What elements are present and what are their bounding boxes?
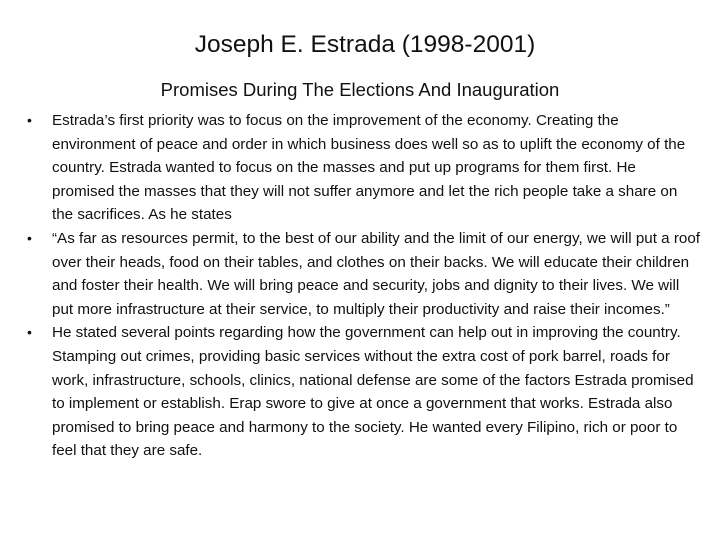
bullet-icon: • [27, 324, 32, 341]
bullet-text: “As far as resources permit, to the best of our ability and the limit of our energy, we will put a roof over their heads, food on their tables, and clothes on their backs. We will educate their children and foster their health. We will bring peace and security, jobs and dignity to their lives. We will put more infrastructure at their service, to multiply their productivity and raise their incomes.” [52, 229, 701, 318]
bullet-list [24, 109, 700, 463]
slide-subtitle: Promises During The Elections And Inauguration [160, 79, 560, 100]
bullet-text: He stated several points regarding how the government can help out in improving the country. Stamping out crimes, providing basic services without the extra cost of pork barrel, roads for work, infrastructure, schools, clinics, national defense are some of the factors Estrada promised to implement or establish. Erap swore to give at once a government that works. Estrada also promised to bring peace and harmony to the society. He wanted every Filipino, rich or poor to feel that they are safe. [52, 324, 694, 460]
bullet-icon: • [27, 112, 32, 128]
bullet-item-economy [24, 109, 700, 227]
bullet-text: Estrada’s first priority was to focus on the improvement of the economy. Creating the environment of peace and order in which business does well so as to uplift the economy of the country. Estrada wanted to focus on the masses and put up programs for them first. He promised the masses that they will not suffer anymore and let the rich people take a share on the sacrifices. As he states [52, 112, 686, 224]
slide-title: Joseph E. Estrada (1998-2001) [194, 31, 536, 58]
bullet-item-quote [24, 227, 700, 321]
bullet-item-points [24, 321, 700, 463]
bullet-icon: • [27, 229, 32, 246]
